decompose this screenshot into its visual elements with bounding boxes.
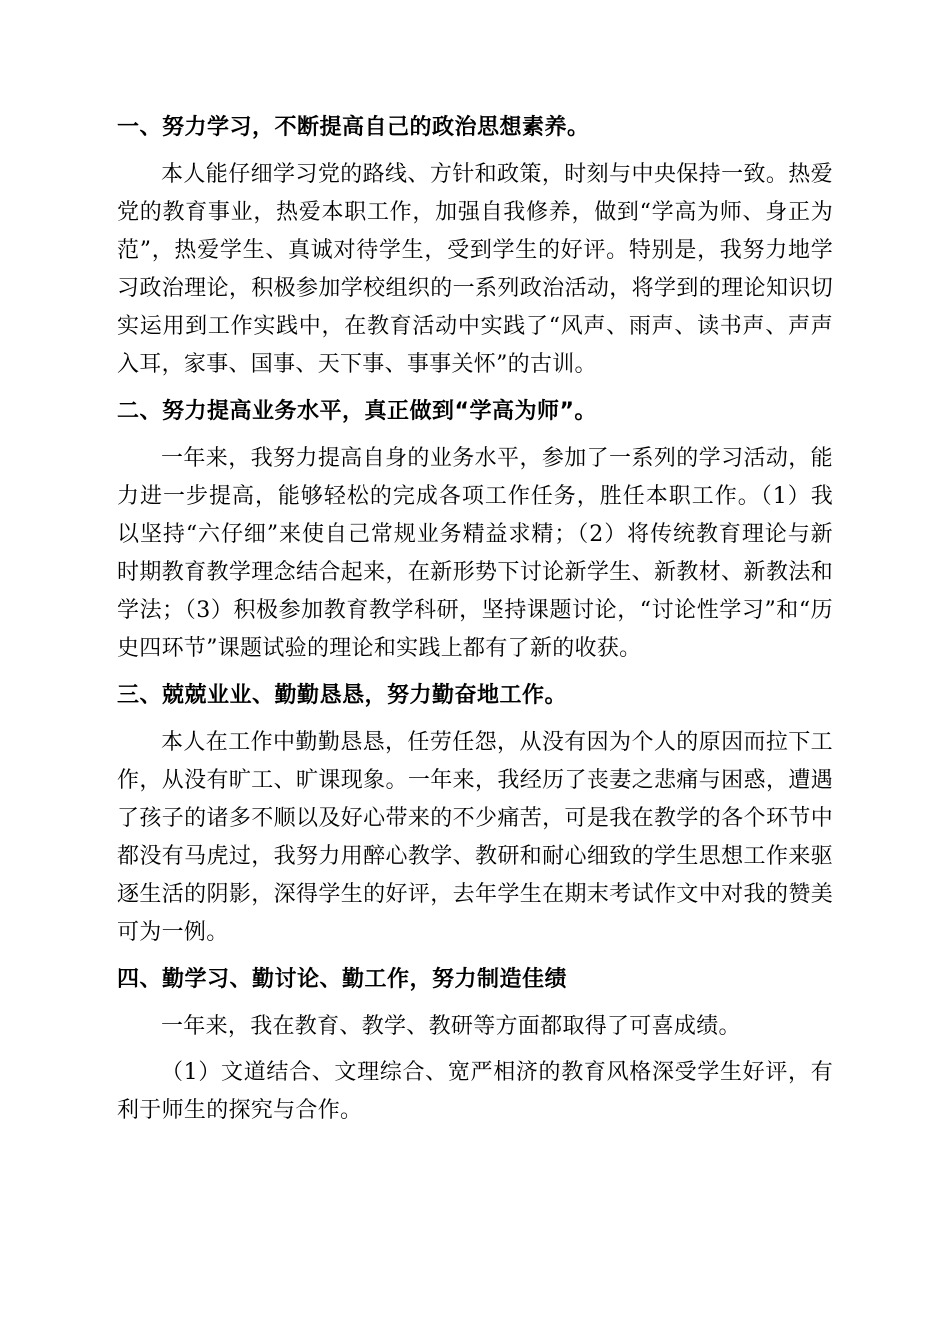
section-heading: 二、努力提高业务水平，真正做到“学高为师”。: [117, 399, 597, 424]
section-paragraph: 本人在工作中勤勤恳恳，任劳任怨，从没有因为个人的原因而拉下工作，从没有旷工、旷课现象。一年来，我经历了丧妻之悲痛与困惑，遭遇了孩子的诸多不顺以及好心带来的不少痛苦，可是我在教学的各个环节中都没有马虎过，我努力用醉心教学、教研和耐心细致的学生思想工作来驱逐生活的阴影，深得学生的好评，去年学生在期末考试作文中对我的赞美可为一例。: [117, 730, 833, 945]
document-body: [117, 108, 833, 1130]
section-4: [117, 960, 833, 1130]
section-heading: 一、努力学习，不断提高自己的政治思想素养。: [117, 115, 590, 140]
section-heading: 三、兢兢业业、勤勤恳恳，努力勤奋地工作。: [117, 683, 568, 708]
section-paragraph: 本人能仔细学习党的路线、方针和政策，时刻与中央保持一致。热爱党的教育事业，热爱本职工作，加强自我修养，做到“学高为师、身正为范”，热爱学生、真诚对待学生，受到学生的好评。特别是，我努力地学习政治理论，积极参加学校组织的一系列政治活动，将学到的理论知识切实运用到工作实践中，在教育活动中实践了“风声、雨声、读书声、声声入耳，家事、国事、天下事、事事关怀”的古训。: [117, 162, 833, 377]
section-paragraph: 一年来，我在教育、教学、教研等方面都取得了可喜成绩。: [161, 1014, 741, 1039]
section-paragraph: 一年来，我努力提高自身的业务水平，参加了一系列的学习活动，能力进一步提高，能够轻松的完成各项工作任务，胜任本职工作。（1）我以坚持“六仔细”来使自己常规业务精益求精；（2）将传统教育理论与新时期教育教学理念结合起来，在新形势下讨论新学生、新教材、新教法和学法；（3）积极参加教育教学科研，坚持课题讨论，“讨论性学习”和“历史四环节”课题试验的理论和实践上都有了新的收获。: [117, 446, 833, 661]
section-paragraph: （1）文道结合、文理综合、宽严相济的教育风格深受学生好评，有利于师生的探究与合作。: [117, 1060, 833, 1123]
section-2: [117, 392, 833, 676]
section-3: [117, 676, 833, 960]
section-1: [117, 108, 833, 392]
section-heading: 四、勤学习、勤讨论、勤工作，努力制造佳绩: [117, 967, 568, 992]
